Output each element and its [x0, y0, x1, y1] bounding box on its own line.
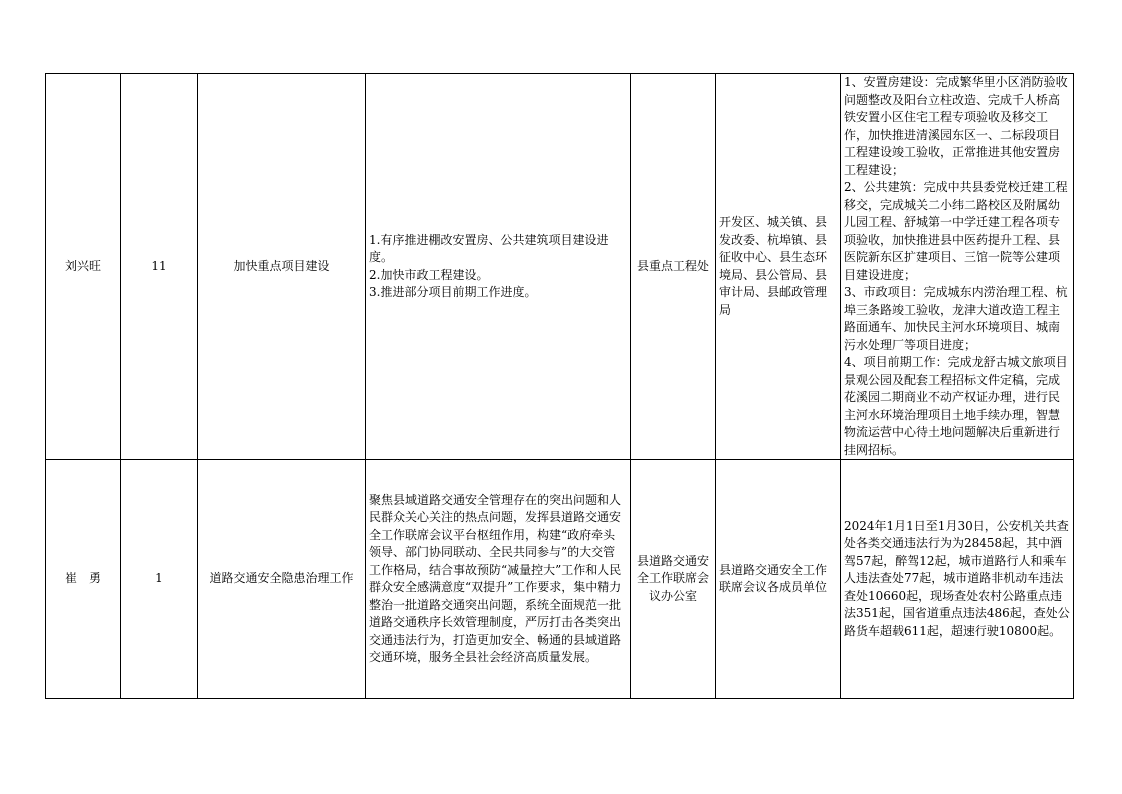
progress-text: 1、安置房建设：完成繁华里小区消防验收问题整改及阳台立柱改造、完成千人桥高铁安置小区住宅工程专项验收及移交工作，加快推进清溪园东区一、二标段项目工程建设竣工验收，正常推进其他安置房工程建设； 2、公共建筑：完成中共县委党校迁建工程移交，完成城关二小纬二路校区及附属幼儿园工程、舒城第一中学迁建工程各项专项验收，加快推进县中医药提升工程、县医院新东区扩建项目、三馆一院等公建项目建设进度； 3、市政项目：完成城东内涝治理工程、杭埠三条路竣工验收，龙津大道改造工程主路面通车、加快民主河水环境项目、城南污水处理厂等项目进度； 4、项目前期工作：完成龙舒古城文旅项目景观公园及配套工程招标文件定稿，完成花溪园二期商业不动产权证办理，进行民主河水环境治理项目土地手续办理，智慧物流运营中心待土地问题解决后重新进行挂网招标。 [844, 75, 1068, 457]
leader-cell: 刘兴旺 [46, 74, 121, 460]
lead-unit-cell: 县重点工程处 [631, 74, 716, 460]
task-cell: 加快重点项目建设 [198, 74, 366, 460]
leader-cell: 崔 勇 [46, 460, 121, 699]
co-units-cell: 开发区、城关镇、县发改委、杭埠镇、县征收中心、县生态环境局、县公管局、县审计局、县邮政管理局 [716, 74, 841, 460]
progress-cell [841, 74, 1074, 460]
goals-text: 聚焦县域道路交通安全管理存在的突出问题和人民群众关心关注的热点问题，发挥县道路交通安全工作联席会议平台枢纽作用，构建“政府牵头领导、部门协同联动、全民共同参与”的大交管工作格局，结合事故预防“减量控大”工作和人民群众安全感满意度“双提升”工作要求，集中精力整治一批道路交通突出问题，系统全面规范一批道路交通秩序长效管理制度，严厉打击各类突出交通违法行为，打造更加安全、畅通的县域道路交通环境，服务全县社会经济高质量发展。 [369, 492, 622, 664]
co-units-cell: 县道路交通安全工作联席会议各成员单位 [716, 460, 841, 699]
goals-cell [366, 74, 631, 460]
table-row [46, 460, 1074, 699]
progress-text: 2024年1月1日至1月30日，公安机关共查处各类交通违法行为为28458起，其中酒驾57起，醉驾12起，城市道路行人和乘车人违法查处77起，城市道路非机动车违法查处10660起，现场查处农村公路重点违法351起，国省道重点违法486起，查处公路货车超载611起，超速行驶10800起。 [844, 518, 1070, 638]
task-cell: 道路交通安全隐患治理工作 [198, 460, 366, 699]
lead-unit-cell: 县道路交通安全工作联席会议办公室 [631, 460, 716, 699]
number-cell: 1 [121, 460, 198, 699]
number-cell: 11 [121, 74, 198, 460]
goals-cell [366, 460, 631, 699]
goals-text: 1.有序推进棚改安置房、公共建筑项目建设进度。 2.加快市政工程建设。 3.推进部分项目前期工作进度。 [369, 232, 609, 299]
table-row [46, 74, 1074, 460]
progress-cell [841, 460, 1074, 699]
work-table [45, 73, 1074, 699]
